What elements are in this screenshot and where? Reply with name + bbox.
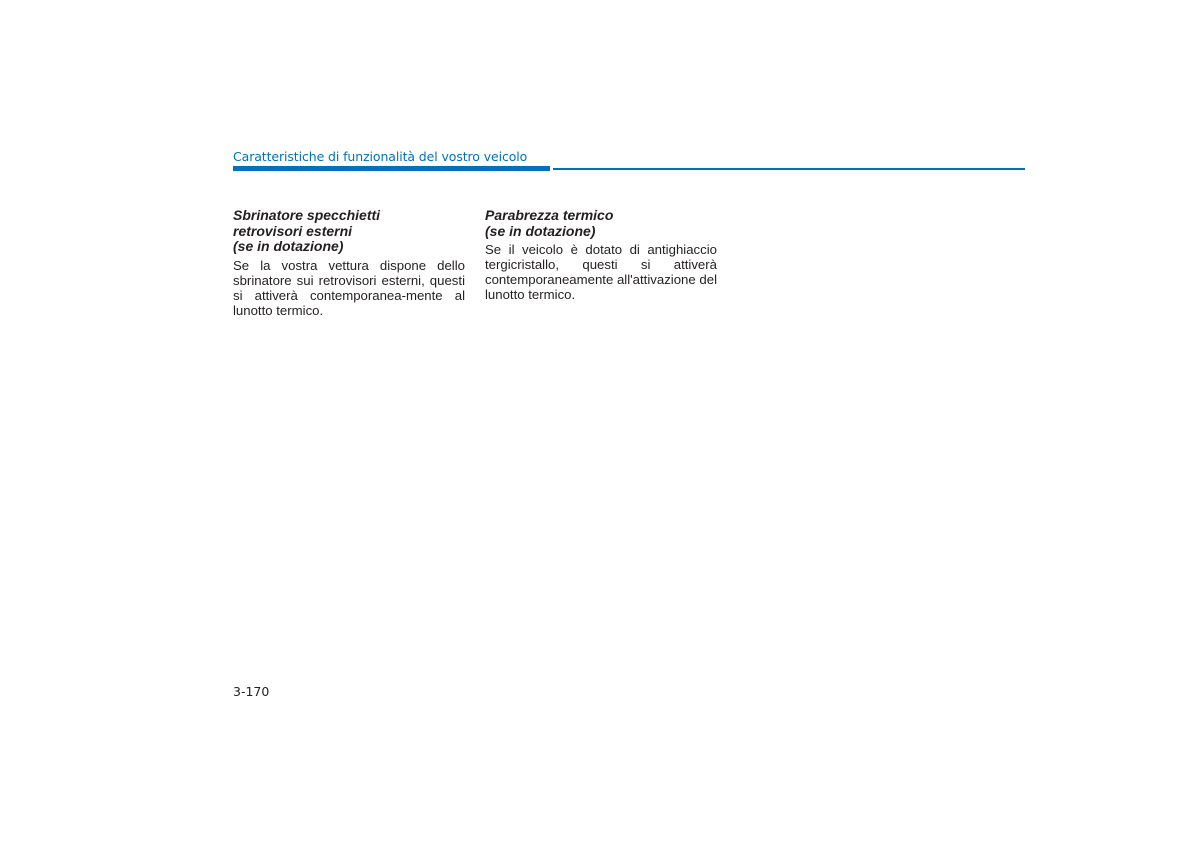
chapter-title: Caratteristiche di funzionalità del vostro veicolo (233, 149, 528, 164)
section-heading: Sbrinatore specchietti retrovisori esterni (se in dotazione) (233, 207, 381, 254)
section-mirror-defroster (233, 208, 465, 318)
section-heading: Parabrezza termico (se in dotazione) (485, 207, 614, 239)
section-body: Se il veicolo è dotato di antighiaccio tergicristallo, questi si attiverà contemporaneamente all'attivazione del lunotto termico. (485, 242, 717, 302)
page-number: 3-170 (233, 684, 270, 699)
header-rule (553, 168, 1025, 170)
section-body: Se la vostra vettura dispone dello sbrinatore sui retrovisori esterni, questi si attiverà contemporanea-mente al lunotto termico. (233, 257, 465, 318)
page-header (233, 149, 1025, 173)
header-rule-accent (233, 166, 550, 171)
section-heated-windshield (485, 208, 717, 302)
